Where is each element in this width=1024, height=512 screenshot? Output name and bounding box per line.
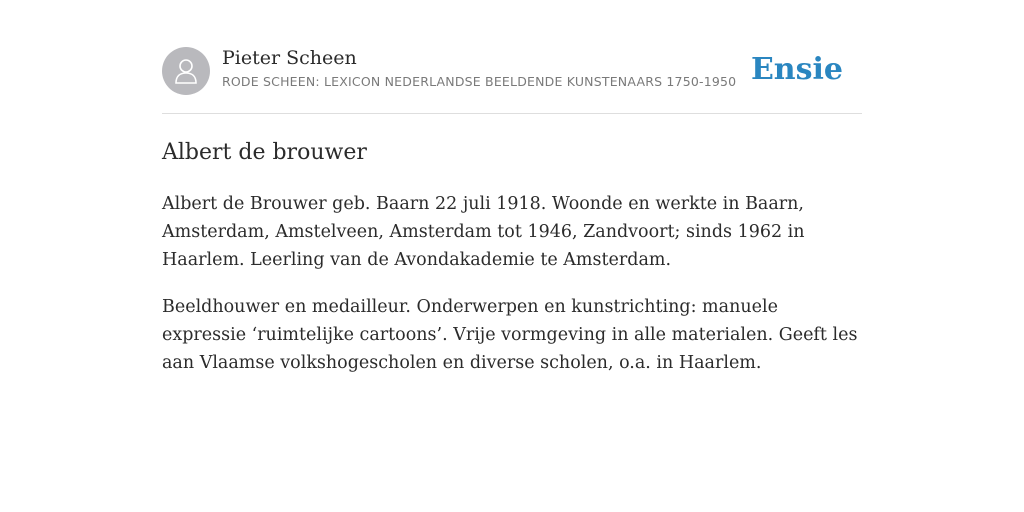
article-paragraph-2: Beeldhouwer en medailleur. Onderwerpen en kunstrichting: manuele expressie ‘ruimtelijke cartoons’. Vrije vormgeving in alle materialen. Geeft les aan Vlaamse volkshogescholen en diverse scholen, o.a. in Haarlem.	[162, 297, 858, 373]
user-icon	[173, 57, 199, 85]
article-paragraph-1: Albert de Brouwer geb. Baarn 22 juli 1918. Woonde en werkte in Baarn, Amsterdam, Amstelveen, Amsterdam tot 1946, Zandvoort; sinds 1962 in Haarlem. Leerling van de Avondakademie te Amsterdam.	[162, 194, 805, 270]
author-header	[162, 46, 862, 96]
source-label[interactable]: RODE SCHEEN: LEXICON NEDERLANDSE BEELDENDE KUNSTENAARS 1750-1950	[222, 74, 737, 89]
header-divider	[162, 113, 862, 114]
ensie-logo[interactable]: Ensie	[750, 52, 843, 87]
avatar[interactable]	[162, 47, 210, 95]
article-body	[162, 190, 867, 396]
author-name[interactable]: Pieter Scheen	[222, 47, 357, 69]
article-title: Albert de brouwer	[162, 140, 367, 165]
